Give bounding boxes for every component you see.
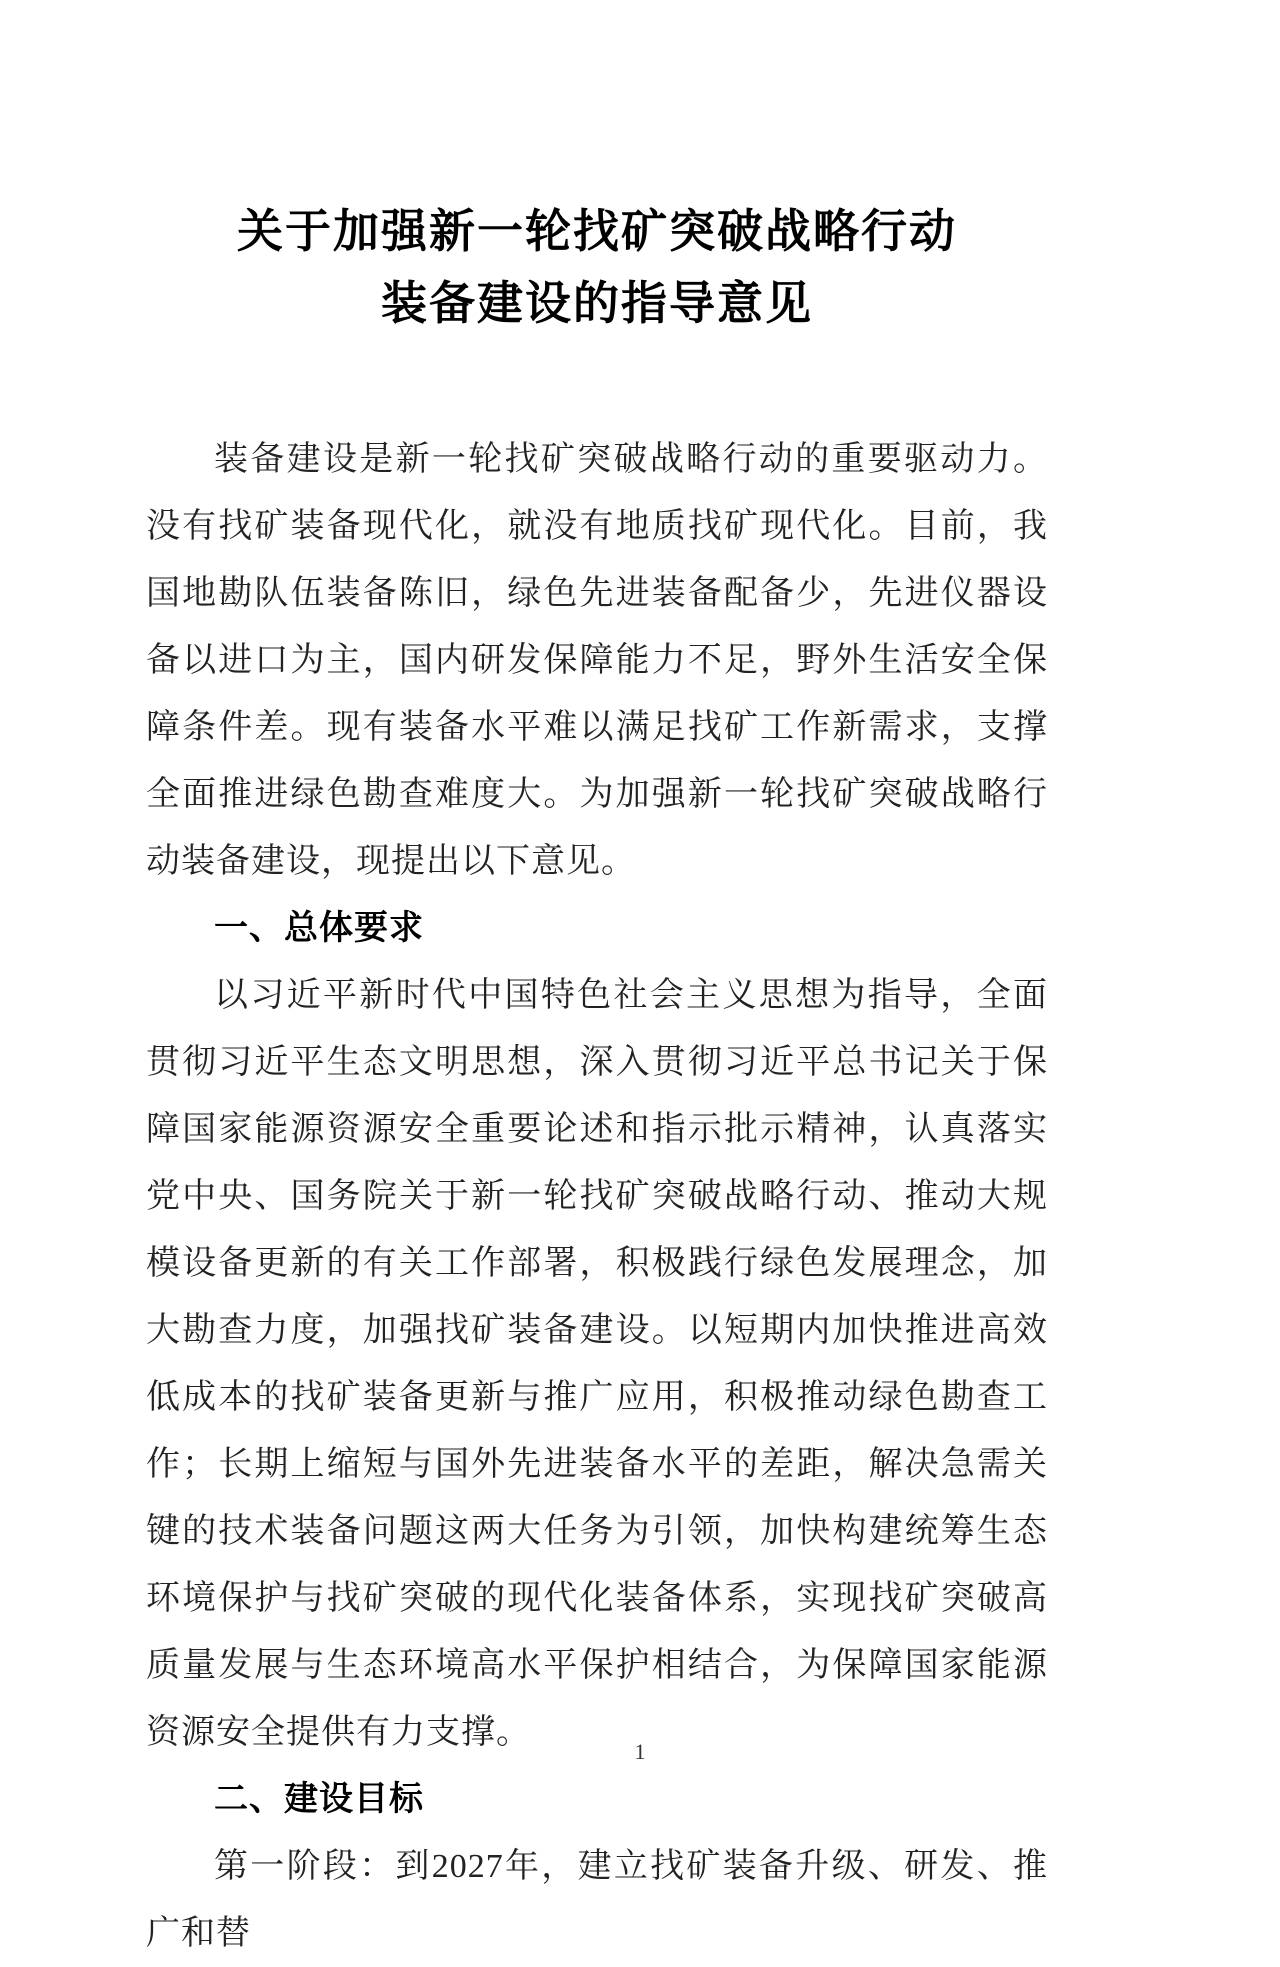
document-title — [146, 196, 1048, 340]
paragraph-intro: 装备建设是新一轮找矿突破战略行动的重要驱动力。没有找矿装备现代化，就没有地质找矿现代化。目前，我国地勘队伍装备陈旧，绿色先进装备配备少，先进仪器设备以进口为主，国内研发保障能力不足，野外生活安全保障条件差。现有装备水平难以满足找矿工作新需求，支撑全面推进绿色勘查难度大。为加强新一轮找矿突破战略行动装备建设，现提出以下意见。 — [146, 441, 1048, 880]
page-number: 1 — [634, 1739, 646, 1764]
section-heading-overall-requirements: 一、总体要求 — [214, 909, 424, 947]
title-line-1: 关于加强新一轮找矿突破战略行动 — [237, 206, 957, 257]
title-line-2: 装备建设的指导意见 — [381, 278, 813, 329]
paragraph-construction-goals: 第一阶段：到2027年，建立找矿装备升级、研发、推广和替 — [146, 1848, 1048, 1952]
section-heading-construction-goals: 二、建设目标 — [214, 1780, 424, 1818]
paragraph-overall-requirements: 以习近平新时代中国特色社会主义思想为指导，全面贯彻习近平生态文明思想，深入贯彻习近平总书记关于保障国家能源资源安全重要论述和指示批示精神，认真落实党中央、国务院关于新一轮找矿突破战略行动、推动大规模设备更新的有关工作部署，积极践行绿色发展理念，加大勘查力度，加强找矿装备建设。以短期内加快推进高效低成本的找矿装备更新与推广应用，积极推动绿色勘查工作；长期上缩短与国外先进装备水平的差距，解决急需关键的技术装备问题这两大任务为引领，加快构建统筹生态环境保护与找矿突破的现代化装备体系，实现找矿突破高质量发展与生态环境高水平保护相结合，为保障国家能源资源安全提供有力支撑。 — [146, 977, 1048, 1751]
